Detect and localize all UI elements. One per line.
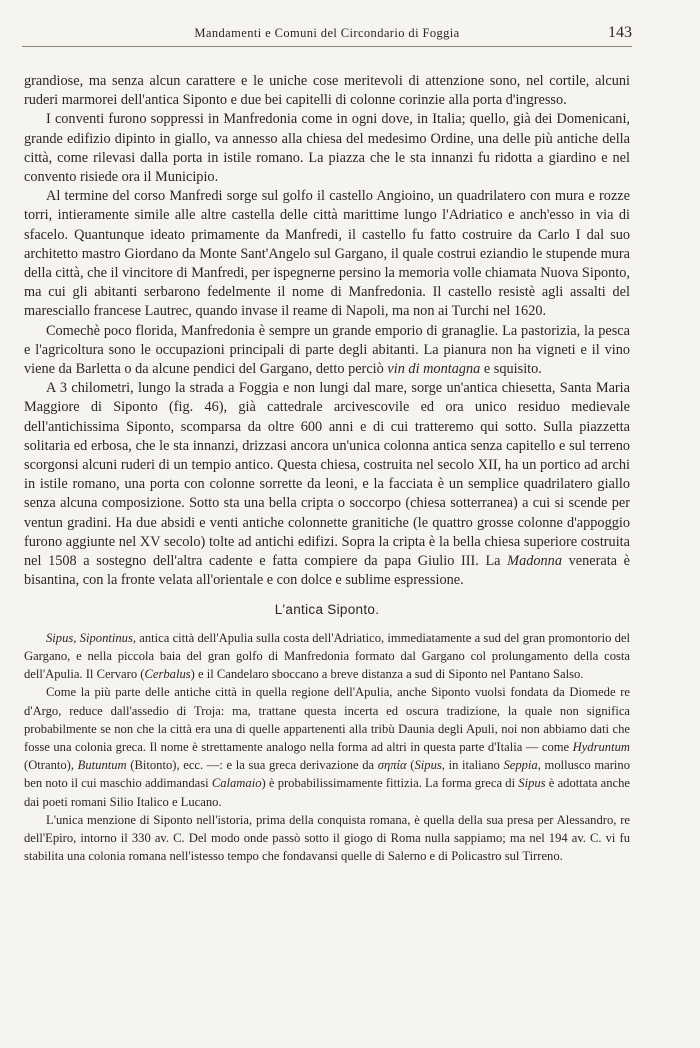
running-title: Mandamenti e Comuni del Circondario di Foggia <box>194 26 460 40</box>
text-run: ( <box>406 758 415 773</box>
paragraph <box>24 72 630 110</box>
paragraph <box>24 187 630 321</box>
italic-term: Madonna <box>507 553 562 570</box>
section-text <box>24 629 630 866</box>
paragraph <box>24 379 630 590</box>
italic-term: Cerbalus <box>144 667 191 682</box>
italic-term: Seppia <box>503 758 538 773</box>
text-run: Come la più parte delle antiche città in quella regione dell'Apulia, anche Siponto vuolsi fondata da Diomede re d'Argo, reduce dall'assedio di Troja: ma, trattane questa incerta ed oscura tradizione, la quale non significa probabilmente se non che la città era una di quelle appartenenti alla tribù Daunia degli Apuli, noi non abbiamo dati che fosse una colonia greca. Il nome è strettamente analogo nella forma ad altri in questa parte d'Italia — come <box>24 685 630 754</box>
paragraph <box>24 629 630 684</box>
italic-term: Calamaio <box>211 776 262 791</box>
text-run: venerata è bisantina, con la fronte velata all'orientale e con dolce e sublime espressione. <box>24 553 630 589</box>
paragraph <box>24 110 630 187</box>
italic-term: Sipus, Sipontinus, <box>46 630 137 645</box>
text-run: A 3 chilometri, lungo la strada a Foggia e non lungi dal mare, sorge un'antica chiesetta, Santa Maria Maggiore di Siponto (fig. 46), già cattedrale arcivescovile ed ora unico residuo medievale dell'antichissima Siponto, scomparsa da oltre 600 anni e di cui tratteremo qui sotto. Sulla piazzetta solitaria ed erbosa, che le sta innanzi, drizzasi ancora un'unica colonna antica senza capitello e sul terreno scorgonsi alcuni ruderi di un tempio antico. Questa chiesa, costruita nel secolo XII, ha un portico ad archi in istile romano, una porta con colonne sorrette da leoni, e la facciata è un semplice quadrilatero giallo senza alcuna composizione. Sotto sta una bella cripta o soccorpo (chiesa sotterranea) a cui si scende per ventun gradini. Ha due absidi e venti antiche colonnette granitiche (le quattro grosse colonne d'appoggio furono aggiunte nel XV secolo) tolte ad antichi edifizi. Sopra la cripta è la bella chiesa superiore costruita nel 1508 a sostegno dell'altra cadente e fatta compiere da papa Giulio III. La <box>24 380 630 570</box>
text-run: è adottata anche dai poeti romani Silio Italico e Lucano. <box>24 776 631 809</box>
italic-term: σηπία <box>377 758 407 773</box>
text-run: Comechè poco florida, Manfredonia è sempre un grande emporio di granaglie. La pastorizia, la pesca e l'agricoltura sono le occupazioni principali di parte degli abitanti. La pianura non ha vigneti e il vino viene da Barletta o da alcune pendici del Gargano, detto perciò <box>24 322 630 378</box>
italic-term: vin di montagna <box>387 361 481 378</box>
paragraph <box>24 811 630 866</box>
text-run: (Otranto), <box>24 758 78 773</box>
text-run: e squisito. <box>480 361 542 378</box>
text-run: L'unica menzione di Siponto nell'istoria, prima della conquista romana, è quella della sua presa per Alessandro, re dell'Epiro, intorno il 330 av. C. Del modo onde passò sotto il giogo di Roma nulla sappiamo; ma nel 194 av. C. vi fu stabilita una colonia romana nell'istesso tempo che fondavansi quelle di Salerno e di Policastro sul Tirreno. <box>24 812 630 864</box>
section-heading: L'antica Siponto. <box>274 602 380 618</box>
running-header <box>22 24 632 47</box>
text-run: ) è probabilissimamente fittizia. La forma greca di <box>261 776 519 791</box>
text-run: , mollusco marino ben noto il cui maschio addimandasi <box>24 758 631 791</box>
page-number: 143 <box>608 24 632 41</box>
italic-term: Sipus <box>518 776 546 791</box>
italic-term: Hydruntum <box>572 739 630 754</box>
text-run: Al termine del corso Manfredi sorge sul golfo il castello Angioino, un quadrilatero con mura e rozze torri, intieramente simile alle altre castella delle città marittime lungo l'Adriatico e anch'esso in via di sfacelo. Quantunque ideato primamente da Manfredi, il castello fu fatto costruire da Carlo I dal suo architetto mastro Giordano da Monte Sant'Angelo sul Gargano, il quale costrui eziandio le stupende mura della città, che il vincitore di Manfredi, per ispegnerne persino la memoria volle chiamata Nuova Siponto, ma cui gli abitanti serbarono fedelmente il nome di Manfredonia. Il castello resistè agli assalti del maresciallo francese Lautrec, quando invase il reame di Napoli, ma non ai Turchi nel 1620. <box>24 188 630 320</box>
paragraph <box>24 322 630 380</box>
text-run: I conventi furono soppressi in Manfredonia come in ogni dove, in Italia; quello, già dei Domenicani, grande edifizio dipinto in giallo, va annesso alla chiesa del medesimo Ordine, una delle più antiche della città, come rilevasi dalla porta in istile romano. La piazza che le sta innanzi fu ridotta a giardino e nel convento risiede ora il Municipio. <box>24 111 630 186</box>
text-run: (Bitonto), ecc. —: e la sua greca derivazione da <box>126 758 378 773</box>
text-run: grandiose, ma senza alcun carattere e le uniche cose meritevoli di attenzione sono, nel cortile, alcuni ruderi marmorei dell'antica Siponto e due bei capitelli di colonne corinzie alla porta d'ingresso. <box>24 73 630 109</box>
text-run: , in italiano <box>441 758 504 773</box>
italic-term: Sipus <box>414 758 442 773</box>
italic-term: Butuntum <box>77 758 127 773</box>
paragraph <box>24 683 630 810</box>
text-run: ) e il Candelaro sboccano a breve distanza a sud di Siponto nel Pantano Salso. <box>190 667 584 682</box>
text-run: antica città dell'Apulia sulla costa dell'Adriatico, immediatamente a sud del gran promontorio del Gargano, e nella piccola baia del gran golfo di Manfredonia formato dal Gargano col prolungamento della costa dell'Apulia. Il Cervaro ( <box>24 630 630 682</box>
main-text <box>24 72 630 865</box>
